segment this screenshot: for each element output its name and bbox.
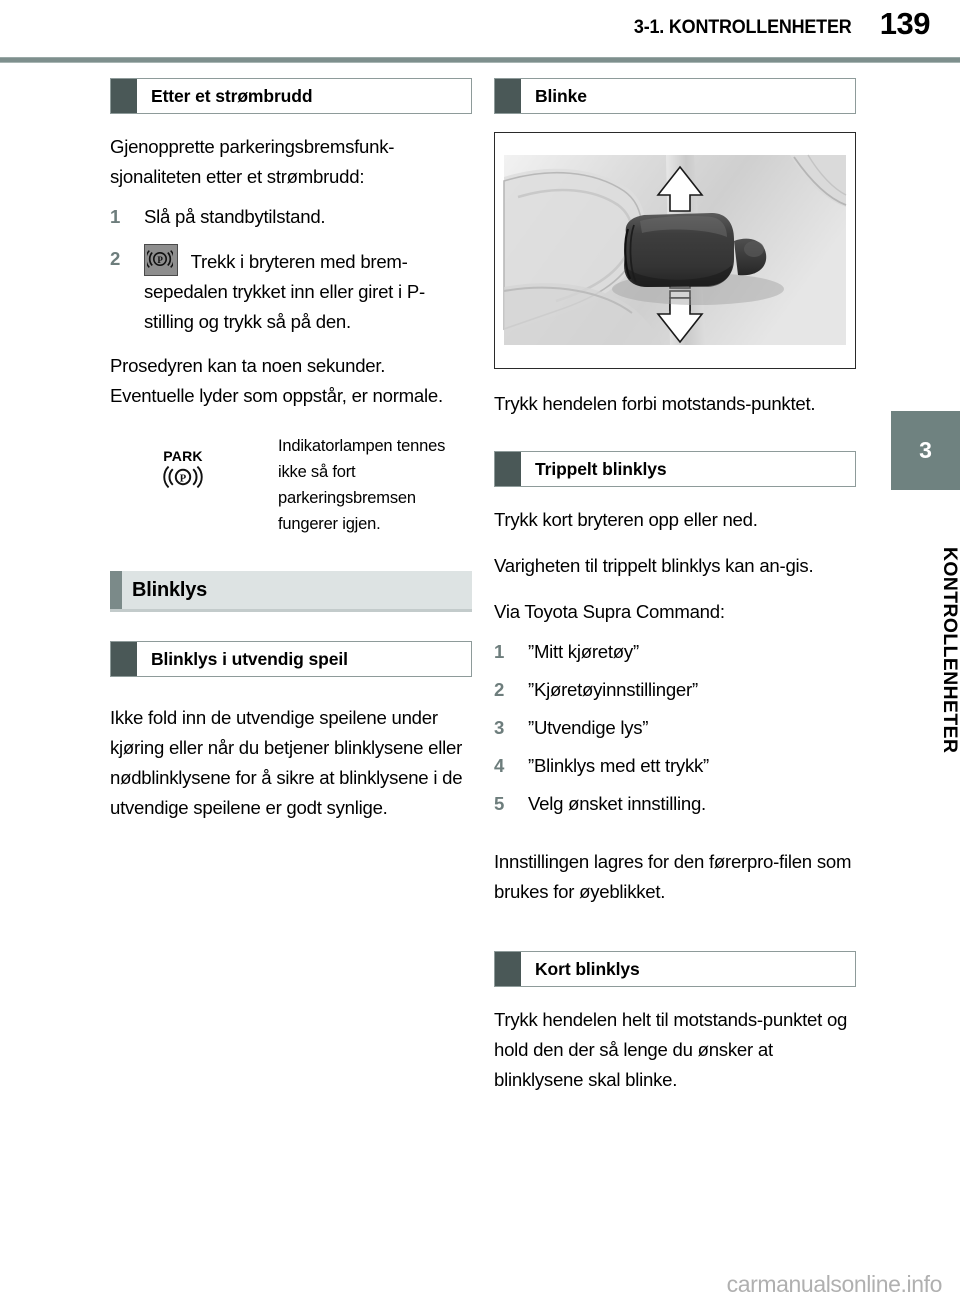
list-item — [110, 244, 472, 337]
step-number: 1 — [494, 641, 505, 662]
parking-brake-switch-icon — [144, 244, 178, 276]
indicator-lamp-note-text — [278, 433, 472, 537]
note-line: fungerer igjen. — [278, 515, 381, 533]
park-indicator-icon — [148, 449, 218, 495]
step-text: ”Utvendige lys” — [528, 717, 649, 738]
indicator-lamp-note — [110, 433, 472, 537]
footer-watermark: carmanualsonline.info — [726, 1271, 942, 1297]
subhead-tab — [495, 952, 521, 986]
subhead-blinke — [494, 78, 856, 114]
park-icon-word: PARK — [163, 448, 203, 464]
paragraph-triple-2: Varigheten til trippelt blinklys kan an-gis. — [494, 555, 814, 576]
step-number: 2 — [494, 679, 505, 700]
subhead-label: Blinklys i utvendig speil — [151, 648, 348, 669]
paragraph-mirror-signals: Ikke fold inn de utvendige speilene under kjøring eller når du betjener blinklysene eller nødblinklysene for å sikre at blinklysene i de utvendige speilene er godt synlige. — [110, 707, 463, 818]
subhead-tab — [495, 79, 521, 113]
subhead-label: Etter et strømbrudd — [151, 85, 313, 106]
paragraph-blinke: Trykk hendelen forbi motstands-punktet. — [494, 393, 816, 414]
paragraph-intro: Gjenopprette parkeringsbremsfunk-sjonaliteten etter et strømbrudd: — [110, 136, 395, 187]
list-item — [494, 751, 856, 781]
subhead-label: Kort blinklys — [535, 958, 640, 979]
list-item — [494, 675, 856, 705]
step-number: 3 — [494, 717, 505, 738]
list-item — [494, 713, 856, 743]
subhead-tab — [111, 642, 137, 676]
subhead-trippelt-blinklys — [494, 451, 856, 487]
step-text: Velg ønsket innstilling. — [528, 793, 706, 814]
paragraph-kort-blinklys: Trykk hendelen helt til motstands-punktet og hold den der så lenge du ønsker at blinklysene skal blinke. — [494, 1009, 848, 1090]
note-line: Indikatorlampen tennes — [278, 437, 446, 455]
list-item — [494, 637, 856, 667]
note-line: ikke så fort — [278, 463, 356, 481]
header-rule — [0, 57, 960, 63]
park-brake-symbol-icon — [156, 464, 210, 490]
svg-text:P: P — [179, 473, 187, 485]
right-column — [494, 78, 856, 1111]
subhead-blinklys-i-utvendig-speil — [110, 641, 472, 677]
step-text: ”Kjøretøyinnstillinger” — [528, 679, 698, 700]
section-head-tab — [110, 571, 122, 609]
subhead-kort-blinklys — [494, 951, 856, 987]
section-head-label: Blinklys — [132, 578, 208, 601]
list-item — [110, 202, 472, 232]
step-text: Slå på standbytilstand. — [144, 206, 326, 227]
subhead-tab — [111, 79, 137, 113]
paragraph-triple-1: Trykk kort bryteren opp eller ned. — [494, 509, 758, 530]
left-column — [110, 78, 472, 839]
paragraph-triple-3: Via Toyota Supra Command: — [494, 601, 725, 622]
step-text: ”Blinklys med ett trykk” — [528, 755, 709, 776]
subhead-label: Trippelt blinklys — [535, 458, 667, 479]
note-line: parkeringsbremsen — [278, 489, 416, 507]
subhead-label: Blinke — [535, 85, 587, 106]
chapter-side-tab-number: 3 — [891, 411, 960, 490]
chapter-title: 3-1. KONTROLLENHETER — [634, 16, 852, 38]
subhead-tab — [495, 452, 521, 486]
steps-list-supra-command — [494, 637, 856, 819]
list-item — [494, 789, 856, 819]
section-head-blinklys — [110, 571, 472, 609]
page-header — [0, 0, 960, 56]
step-number: 5 — [494, 793, 505, 814]
step-number: 1 — [110, 206, 121, 227]
step-number: 4 — [494, 755, 505, 776]
paragraph-outro: Prosedyren kan ta noen sekunder. Eventuelle lyder som oppstår, er normale. — [110, 355, 443, 406]
chapter-side-tab-label: KONTROLLENHETER — [939, 546, 960, 754]
turn-signal-stalk-illustration — [494, 132, 856, 369]
svg-text:P: P — [157, 255, 163, 265]
step-text: Trekk i bryteren med brem-sepedalen trykket inn eller giret i P-stilling og trykk så på den. — [144, 251, 425, 332]
step-number: 2 — [110, 248, 121, 269]
steps-list-restore-parking-brake — [110, 202, 472, 337]
step-text: ”Mitt kjøretøy” — [528, 641, 639, 662]
paragraph-triple-4: Innstillingen lagres for den førerpro-filen som brukes for øyeblikket. — [494, 851, 852, 902]
subhead-etter-et-strombrudd — [110, 78, 472, 114]
page-number: 139 — [879, 6, 930, 41]
